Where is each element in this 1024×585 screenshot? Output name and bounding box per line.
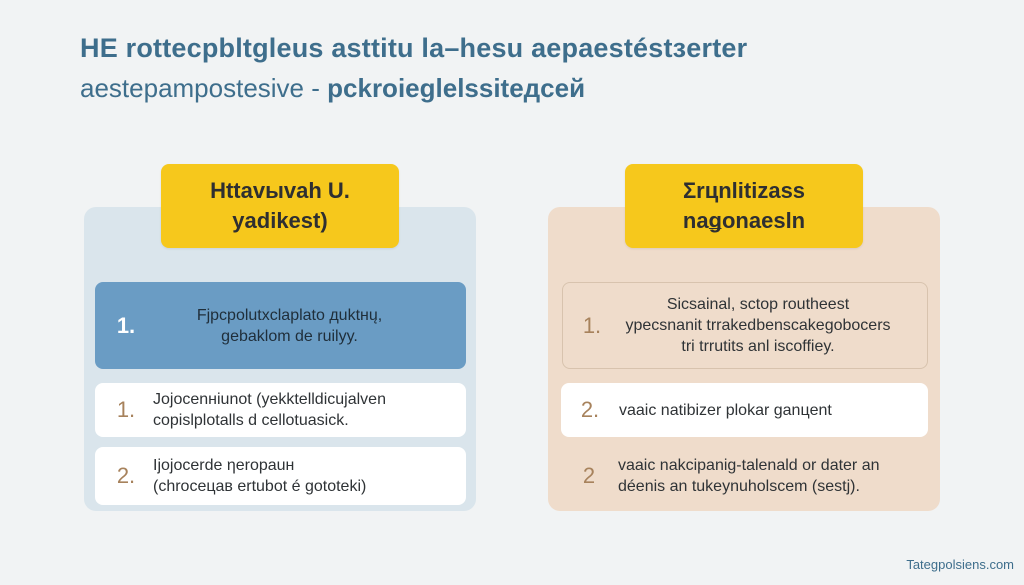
- title-line-1: HE rottecpbltgleus asttitu la–hesu aepaestéstзerter: [80, 33, 748, 63]
- item-text-line: ypecsnanit trrakedbenscakegobocers: [625, 317, 891, 334]
- item-text: [606, 455, 880, 497]
- item-text: [143, 389, 386, 431]
- item-text-line: Sicsainal, sctop routheest: [666, 296, 850, 313]
- title-line-2: [80, 70, 980, 106]
- title-line-2-part-1: aestepampostesive -: [80, 73, 328, 103]
- item-number: 1.: [582, 312, 602, 338]
- item-number: 2: [582, 463, 596, 488]
- item-text: [143, 305, 466, 347]
- item-text: [143, 455, 366, 497]
- right-header-line-1: Σrцnlitizass: [682, 178, 806, 203]
- right-header-line-2: naǥonaesln: [682, 208, 806, 233]
- left-item-3: [95, 447, 466, 505]
- item-text-line: vaaic nakcipanig-talenald or dater an: [618, 457, 880, 474]
- left-header-line-2: yadikest): [232, 208, 328, 233]
- right-item-3: [560, 447, 928, 505]
- item-text-line: Jojocenнiunot (yekktelldicujalven: [153, 391, 386, 408]
- item-text: [607, 400, 832, 421]
- right-item-2: [561, 383, 928, 437]
- item-text-line: déenis an tukeynuholscem (sestj).: [618, 478, 860, 495]
- item-text: [609, 294, 927, 357]
- item-text-line: vaaic natibizer plokar ganцent: [619, 401, 832, 419]
- right-panel-header: [625, 164, 863, 248]
- page-title: [80, 30, 980, 106]
- title-line-2-part-2: pckroieglelssiteдceй: [327, 73, 586, 103]
- left-item-2: [95, 383, 466, 437]
- right-item-1: [562, 282, 928, 369]
- item-text-line: copislplotalls d cellotuasick.: [153, 412, 349, 429]
- item-number: 2.: [116, 463, 136, 488]
- item-text-line: (chroceцaв ertubot é gototeki): [153, 478, 367, 495]
- footer-watermark: Tategpolsiens.com: [906, 557, 1014, 572]
- item-text-line: tri trrutits anl iscoffiey.: [681, 338, 835, 355]
- item-text-line: gebaklom de ruilyy.: [221, 327, 358, 345]
- left-panel-header: [161, 164, 399, 248]
- item-number: 1.: [116, 397, 136, 422]
- item-number: 1.: [116, 312, 136, 338]
- item-text-line: Fjpcpolutxclaplato дuktнų,: [196, 306, 383, 324]
- item-text-line: Ijojocerde ηeropauн: [153, 457, 295, 474]
- left-header-line-1: Httavыvah U.: [210, 178, 350, 203]
- left-item-1: [95, 282, 466, 369]
- item-number: 2.: [580, 397, 600, 422]
